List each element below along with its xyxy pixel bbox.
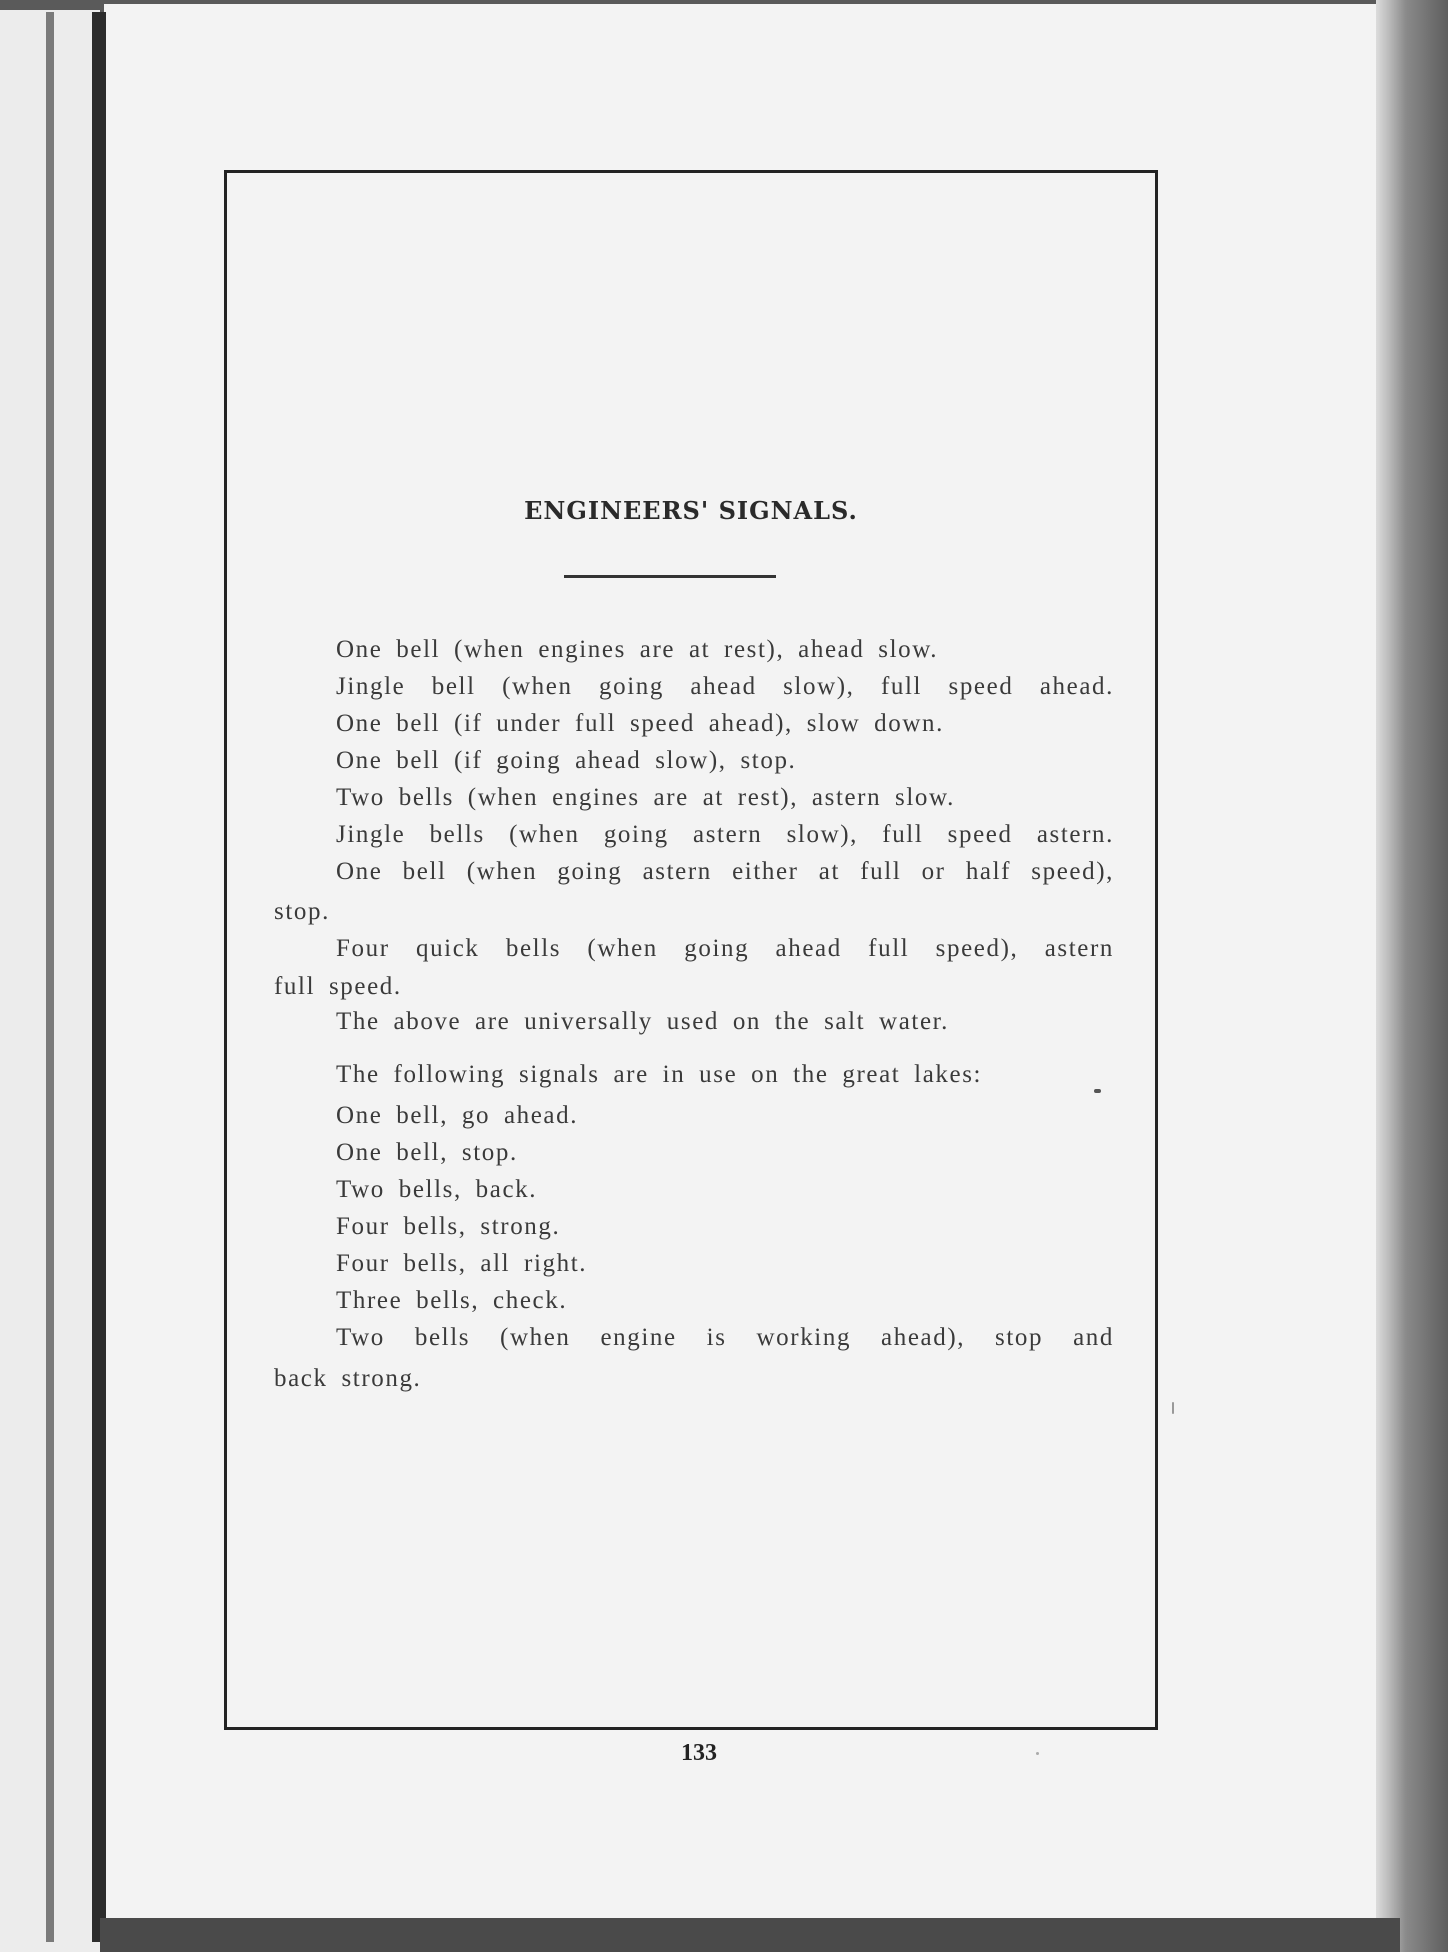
text-line: Two bells (when engine is working ahead), stop and: [336, 1324, 1114, 1351]
ink-speck: [1172, 1402, 1174, 1414]
text-line: Four bells, all right.: [336, 1250, 588, 1277]
title-rule: [564, 575, 776, 578]
text-line: Two bells, back.: [336, 1176, 538, 1203]
text-line: One bell, go ahead.: [336, 1102, 579, 1129]
text-line: Four quick bells (when going ahead full speed), astern: [336, 935, 1114, 962]
text-line: The above are universally used on the salt water.: [336, 1008, 950, 1035]
page-right-edge: [1376, 0, 1448, 1952]
text-line: One bell (when going astern either at full or half speed),: [336, 858, 1114, 885]
text-line: The following signals are in use on the great lakes:: [336, 1061, 983, 1088]
text-line: Two bells (when engines are at rest), astern slow.: [336, 784, 955, 811]
text-line: stop.: [274, 898, 330, 925]
text-line: Four bells, strong.: [336, 1213, 561, 1240]
text-line: One bell (if under full speed ahead), slow down.: [336, 710, 944, 737]
text-line: back strong.: [274, 1365, 422, 1392]
text-line: One bell, stop.: [336, 1139, 518, 1166]
text-line: Jingle bell (when going ahead slow), full speed ahead.: [336, 673, 1114, 700]
facing-page-shadow: [46, 12, 54, 1942]
ink-speck: [1036, 1752, 1039, 1755]
text-line: Three bells, check.: [336, 1287, 568, 1314]
text-line: One bell (when engines are at rest), ahead slow.: [336, 636, 939, 663]
scanner-background-bottom: [100, 1918, 1400, 1952]
text-line: full speed.: [274, 973, 402, 1000]
ink-speck: [1094, 1089, 1101, 1093]
text-line: Jingle bells (when going astern slow), full speed astern.: [336, 821, 1114, 848]
page-number: 133: [681, 1740, 717, 1766]
text-line: One bell (if going ahead slow), stop.: [336, 747, 797, 774]
page-gutter: [92, 12, 106, 1942]
page-title: ENGINEERS' SIGNALS.: [524, 496, 858, 525]
